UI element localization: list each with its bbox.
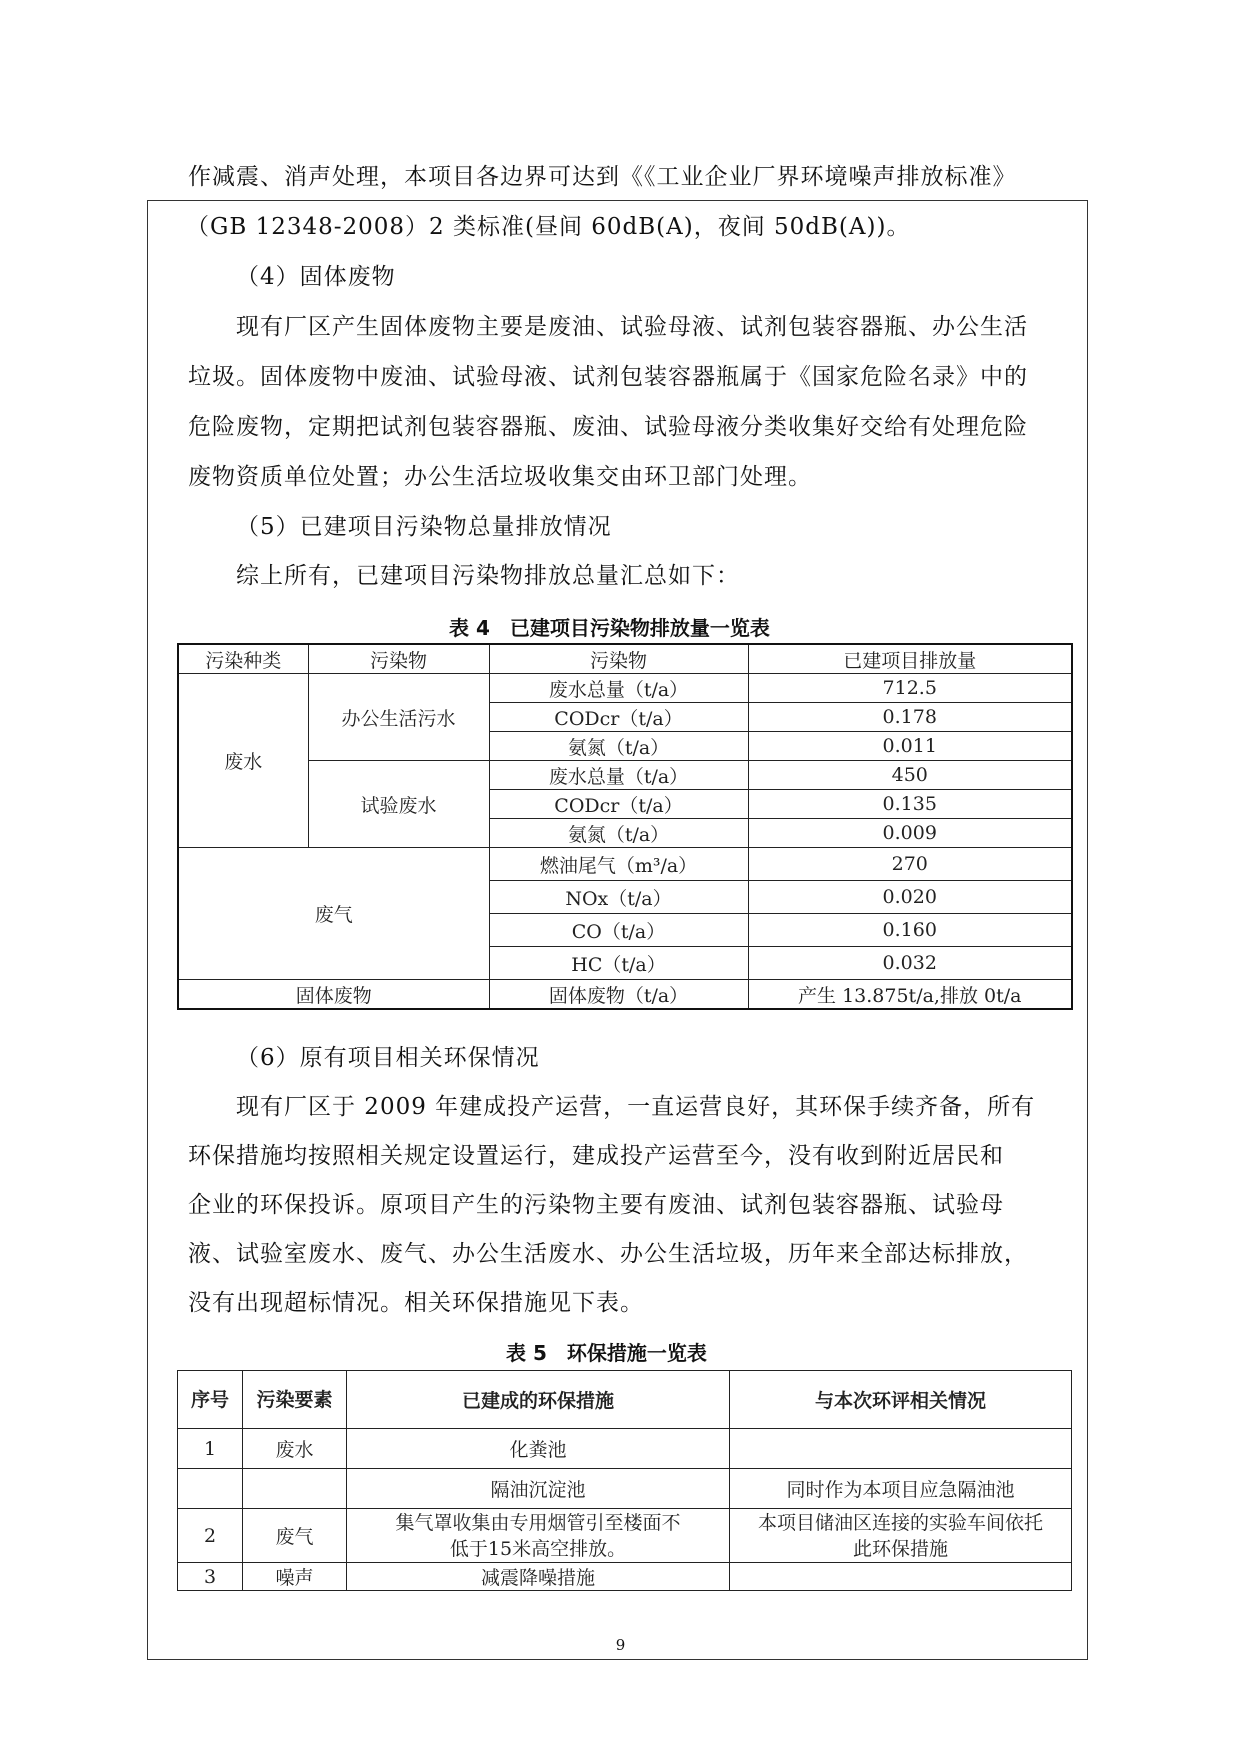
value-cell: 712.5 [748,674,1072,703]
paragraph-line: 现有厂区于 2009 年建成投产运营，一直运营良好，其环保手续齐备，所有 [236,1094,1036,1120]
item-cell: 废水总量（t/a） [489,761,748,790]
paragraph-line: 现有厂区产生固体废物主要是废油、试验母液、试剂包装容器瓶、办公生活 [236,314,1028,340]
value-cell: 450 [748,761,1072,790]
source-cell: 试验废水 [308,761,489,848]
paragraph-line: 作减震、消声处理，本项目各边界可达到《《工业企业厂界环境噪声排放标准》 [188,164,1017,190]
measures-cell: 隔油沉淀池 [347,1469,730,1509]
relation-cell: 本项目储油区连接的实验车间依托此环保措施 [730,1509,1072,1563]
value-cell: 0.160 [748,914,1072,947]
paragraph-line: 废物资质单位处置；办公生活垃圾收集交由环卫部门处理。 [188,464,812,490]
category-cell: 废水 [178,674,308,848]
relation-cell: 同时作为本项目应急隔油池 [730,1469,1072,1509]
factor-cell: 废气 [243,1509,347,1563]
source-cell: 办公生活污水 [308,674,489,761]
table-row [178,674,1072,703]
table-row [178,980,1072,1010]
paragraph-line: 企业的环保投诉。原项目产生的污染物主要有废油、试剂包装容器瓶、试验母 [188,1192,1004,1218]
number-cell: 3 [178,1563,243,1591]
value-cell: 0.032 [748,947,1072,980]
measures-cell: 减震降噪措施 [347,1563,730,1591]
header-cell: 与本次环评相关情况 [730,1371,1072,1429]
item-cell: CODcr（t/a） [489,703,748,732]
item-cell: HC（t/a） [489,947,748,980]
relation-cell [730,1563,1072,1591]
table4-caption: 表 4 已建项目污染物排放量一览表 [449,616,770,640]
value-cell: 270 [748,848,1072,881]
relation-cell [730,1429,1072,1469]
measures-cell: 化粪池 [347,1429,730,1469]
paragraph-line: 没有出现超标情况。相关环保措施见下表。 [188,1290,644,1316]
header-cell: 已建项目排放量 [748,644,1072,674]
header-cell: 污染种类 [178,644,308,674]
table-row [178,1563,1072,1591]
value-cell: 0.011 [748,732,1072,761]
table-header-row [178,644,1072,674]
paragraph-line: 垃圾。固体废物中废油、试验母液、试剂包装容器瓶属于《国家危险名录》中的 [188,364,1028,390]
paragraph-line: （GB 12348-2008）2 类标准(昼间 60dB(A)，夜间 50dB(A))。 [186,214,911,240]
header-cell: 污染物 [489,644,748,674]
item-cell: 氨氮（t/a） [489,819,748,848]
table-row [178,1429,1072,1469]
value-cell: 产生 13.875t/a,排放 0t/a [748,980,1072,1010]
item-cell: CO（t/a） [489,914,748,947]
factor-cell: 噪声 [243,1563,347,1591]
item-cell: 氨氮（t/a） [489,732,748,761]
paragraph-line: 环保措施均按照相关规定设置运行，建成投产运营至今，没有收到附近居民和 [188,1143,1004,1169]
item-cell: 固体废物（t/a） [489,980,748,1010]
header-cell: 污染物 [308,644,489,674]
section-heading: （5）已建项目污染物总量排放情况 [236,514,612,540]
measures-cell: 集气罩收集由专用烟管引至楼面不低于15米高空排放。 [347,1509,730,1563]
section-heading: （6）原有项目相关环保情况 [236,1045,540,1071]
category-cell: 废气 [178,848,489,980]
number-cell: 2 [178,1509,243,1563]
paragraph-line: 液、试验室废水、废气、办公生活废水、办公生活垃圾，历年来全部达标排放， [188,1241,1028,1267]
header-cell: 污染要素 [243,1371,347,1429]
value-cell: 0.178 [748,703,1072,732]
header-cell: 已建成的环保措施 [347,1371,730,1429]
section-heading: （4）固体废物 [236,264,396,290]
table-row [178,761,1072,790]
item-cell: 燃油尾气（m³/a） [489,848,748,881]
value-cell: 0.135 [748,790,1072,819]
factor-cell [243,1469,347,1509]
value-cell: 0.020 [748,881,1072,914]
paragraph-line: 危险废物，定期把试剂包装容器瓶、废油、试验母液分类收集好交给有处理危险 [188,414,1028,440]
value-cell: 0.009 [748,819,1072,848]
item-cell: CODcr（t/a） [489,790,748,819]
number-cell [178,1469,243,1509]
table-row [178,1509,1072,1563]
table5-caption: 表 5 环保措施一览表 [506,1341,707,1365]
environmental-measures-table [177,1370,1072,1591]
category-cell: 固体废物 [178,980,489,1010]
paragraph-line: 综上所有，已建项目污染物排放总量汇总如下： [236,563,740,589]
table-row [178,1469,1072,1509]
item-cell: NOx（t/a） [489,881,748,914]
page-number: 9 [615,1636,626,1654]
table-row [178,848,1072,881]
number-cell: 1 [178,1429,243,1469]
header-cell: 序号 [178,1371,243,1429]
table-header-row [178,1371,1072,1429]
item-cell: 废水总量（t/a） [489,674,748,703]
pollutant-emission-table [177,643,1073,1010]
factor-cell: 废水 [243,1429,347,1469]
